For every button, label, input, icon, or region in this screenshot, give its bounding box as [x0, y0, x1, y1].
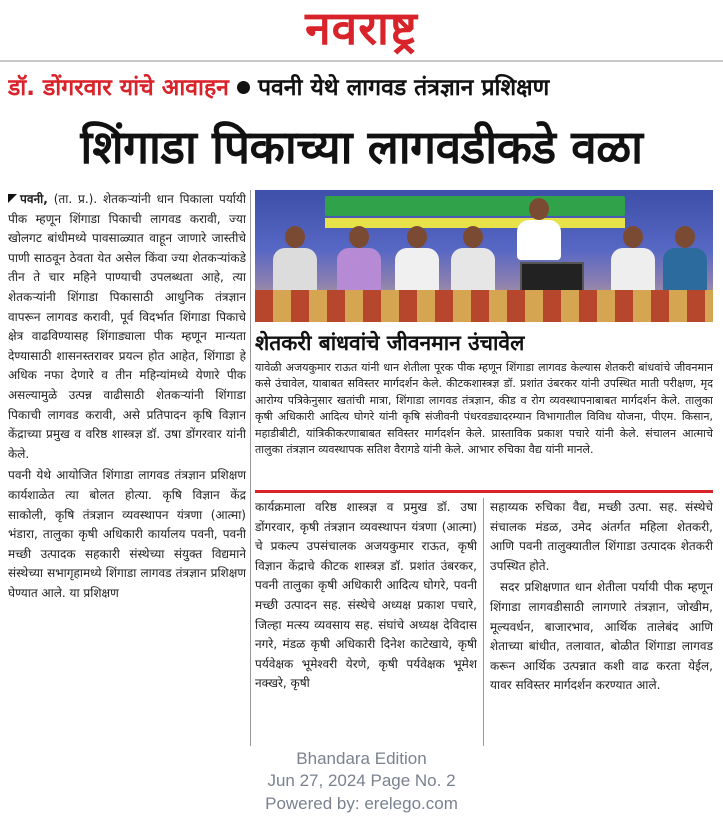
edition-label: Bhandara Edition [296, 749, 427, 768]
headline: शिंगाडा पिकाच्या लागवडीकडे वळा [80, 120, 643, 174]
photo-caption-heading: शेतकरी बांधवांचे जीवनमान उंचावेल [255, 331, 525, 355]
dateline: पवनी, [20, 192, 48, 206]
kicker-right: पवनी येथे लागवड तंत्रज्ञान प्रशिक्षण [257, 75, 550, 101]
photo-caption: यावेळी अजयकुमार राऊत यांनी धान शेतीला पूरक पीक म्हणून शिंगाडा लागवड केल्यास शेतकरी बांधवांचे जीवनमान कसे उंचावेल, याबाबत सविस्तर मार्गदर्शन केले. कीटकशास्त्रज्ञ डॉ. प्रशांत उंबरकर यांनी उपस्थित माती परीक्षण, मृद आरोग्य पत्रिकेनुसार खतांची मात्रा, शिंगाडा लागवड तंत्रज्ञान, कीड व रोग व्यवस्थापनाबाबत मार्गदर्शन केले. तालुका कृषी अधिकारी आदित्य घोगरे यांनी कृषि संजीवनी पंधरवड्यादरम्यान विभागातील विविध योजना, पीएम. किसान, महाडीबीटी, यांत्रिकीकरणाबाबत सविस्तर मार्गदर्शन केले. प्रास्ताविक प्रकाश पचारे यांनी केले. संचालन आत्माचे तालुका तंत्रज्ञान व्यवस्थापक सतिश वैरागडे यांनी केले. आभार रुचिका वैद्य यांनी मानले. [255, 361, 713, 457]
paragraph-3: कार्यक्रमाला वरिष्ठ शास्त्रज्ञ व प्रमुख डॉ. उषा डोंगरवार, कृषी तंत्रज्ञान व्यवस्थापन यंत्रणा (आत्मा) चे प्रकल्प उपसंचालक अजयकुमार राऊत, कृषी विज्ञान केंद्राचे कीटक शास्त्रज्ञ डॉ. प्रशांत उंबरकर, पवनी तालुका कृषी अधिकारी आदित्य घोगरे, पवनी मच्छी उत्पादन सह. संस्थेचे अध्यक्ष प्रकाश पचारे, जिल्हा मत्स्य व्यवसाय सह. संघांचे अध्यक्ष देविदास नगरे, मंडळ कृषी अधिकारी दिनेश काटेखाये, कृषी पर्यवेक्षक भूमेश्वरी येरणे, कृषी पर्यवेक्षक भूमेश नक्खरे, कृषी [255, 500, 477, 691]
masthead-divider [0, 60, 723, 62]
article-column-1 [8, 190, 246, 750]
article-column-2 [255, 498, 477, 748]
article-column-3 [490, 498, 713, 748]
masthead-logo: नवराष्ट्र [305, 1, 418, 55]
dateline-marker-icon [8, 194, 17, 203]
kicker-left: डॉ. डोंगरवार यांचे आवाहन [8, 75, 229, 101]
person-figure [273, 248, 317, 294]
section-divider [255, 490, 713, 493]
paragraph-2: पवनी येथे आयोजित शिंगाडा लागवड तंत्रज्ञान प्रशिक्षण कार्यशाळेत त्या बोलत होत्या. कृषि विज्ञान केंद्र साकोली, कृषि तंत्रज्ञान व्यवस्थापन यंत्रणा (आत्मा) भंडारा, तालुका कृषी अधिकारी कार्यालय पवनी, पवनी मच्छी उत्पादक सहकारी संस्थेच्या संयुक्त विद्यमाने संस्थेच्या सभागृहामध्ये शिंगाडा लागवड तंत्रज्ञान प्रशिक्षण घेण्यात आले. या प्रशिक्षण [8, 468, 246, 600]
bullet-icon [237, 81, 250, 94]
table-cloth [255, 290, 713, 322]
person-figure [337, 248, 381, 294]
person-figure [451, 248, 495, 294]
column-divider [250, 190, 251, 746]
person-figure [663, 248, 707, 294]
event-photo [255, 190, 713, 322]
powered-by-link[interactable]: Powered by: erelego.com [265, 794, 458, 813]
paragraph-4: सहाय्यक रुचिका वैद्य, मच्छी उत्पा. सह. संस्थेचे संचालक मंडळ, उमेद अंतर्गत महिला शेतकरी, आणि पवनी तालुक्यातील शिंगाडा उत्पादक शेतकरी उपस्थित होते. [490, 500, 713, 573]
paragraph-5: सदर प्रशिक्षणात धान शेतीला पर्यायी पीक म्हणून शिंगाडा लागवडीसाठी लागणारे तंत्रज्ञान, जोखीम, मूल्यवर्धन, बाजारभाव, आर्थिक तालेबंद आणि शेताच्या बांधीत, तलावात, बोळीत शिंगाडा लागवड करून आर्थिक उत्पन्नात कशी वाढ करता येईल, यावर सविस्तर मार्गदर्शन करण्यात आले. [490, 580, 713, 693]
kicker-line [8, 66, 715, 110]
paragraph-1: (ता. प्र.). शेतकऱ्यांनी धान पिकाला पर्यायी पीक म्हणून शिंगाडा पिकाची लागवड करावी, ज्या खोलगट बांधीमध्ये पावसाळ्यात वाहून जाणारे जास्तीचे पाणी साठवून ठेवता येत असेल किंवा ज्या शेतकऱ्यांकडे तीन ते चार महिने पाण्याची उपलब्धता आहे, त्या शेतकऱ्यांनी शिंगाडा पिकासाठी आधुनिक तंत्रज्ञान वापरून लागवड करावी, पूर्व विदर्भात शिंगाडा पिकाचे क्षेत्र वाढविण्यासह शिंगाड्याला पीक म्हणून मान्यता देण्यासाठी शासनस्तरावर प्रयत्न होत आहेत, शिंगाडा हे अधिक नफा देणारे व तीन महिन्यांमध्ये येणारे पीक असल्यामुळे उत्पन्न वाढीसाठी शेतकऱ्यांनी शिंगाडा पिकाची लागवड करावी, असे प्रतिपादन कृषि विज्ञान केंद्राच्या प्रमुख व वरिष्ठ शास्त्रज्ञ डॉ. उषा डोंगरवार यांनी केले. [8, 192, 246, 461]
column-divider [483, 498, 484, 746]
date-page-label: Jun 27, 2024 Page No. 2 [267, 771, 456, 790]
person-figure [611, 248, 655, 294]
person-figure [517, 220, 561, 260]
person-figure [395, 248, 439, 294]
